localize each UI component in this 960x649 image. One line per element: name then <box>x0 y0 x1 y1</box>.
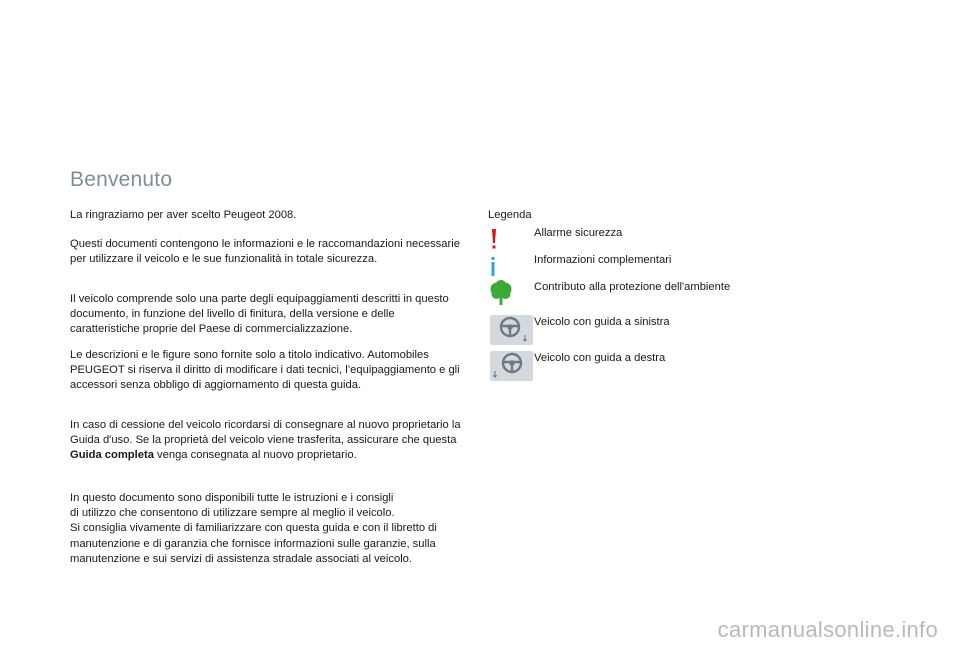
legend-item-lhd <box>488 315 788 351</box>
transfer-text-end: venga consegnata al nuovo proprietario. <box>153 449 357 462</box>
warning-icon <box>488 228 502 252</box>
paragraph-thanks: La ringraziamo per aver scelto Peugeot 2008. <box>70 209 297 221</box>
page-title: Benvenuto <box>70 168 173 191</box>
paragraph-documents: Questi documenti contengono le informazioni e le raccomandazioni necessarie per utilizzare il veicolo e le sue funzionalità in totale sicurezza. <box>70 238 460 266</box>
tree-icon <box>488 280 514 306</box>
paragraph-equipment: Il veicolo comprende solo una parte degli equipaggiamenti descritti in questo documento, in funzione del livello di finitura, della versione e delle caratteristiche proprie del Paese di commercializzazione. <box>70 293 449 336</box>
paragraph-transfer <box>70 418 465 464</box>
info-icon <box>488 255 502 279</box>
legend-label-eco: Contributo alla protezione dell'ambiente <box>534 281 731 293</box>
right-hand-drive-icon <box>490 351 533 381</box>
left-hand-drive-icon <box>490 315 533 345</box>
paragraph-instructions <box>70 491 465 567</box>
legend-label-warning: Allarme sicurezza <box>534 227 623 239</box>
legend-item-rhd <box>488 351 788 387</box>
legend-label-lhd: Veicolo con guida a sinistra <box>534 316 670 328</box>
guide-name: Guida completa <box>70 449 154 462</box>
instructions-line-3: Si consiglia vivamente di familiarizzare con questa guida e con il libretto di manutenzione e di garanzia che fornisce informazioni sulle garanzie, sulla manutenzione e sui servizi di assistenza stradale associati al veicolo. <box>70 522 437 565</box>
legend-label-info: Informazioni complementari <box>534 254 672 266</box>
transfer-text-start: In caso di cessione del veicolo ricordarsi di consegnare al nuovo proprietario la Guida d'uso. Se la proprietà del veicolo viene trasferita, assicurare che questa <box>70 419 461 447</box>
instructions-line-1: In questo documento sono disponibili tutte le istruzioni e i consigli <box>70 492 394 504</box>
legend-label-rhd: Veicolo con guida a destra <box>534 352 666 364</box>
legend-item-eco <box>488 280 788 316</box>
paragraph-descriptions: Le descrizioni e le figure sono fornite solo a titolo indicativo. Automobiles PEUGEOT si riserva il diritto di modificare i dati tecnici, l’equipaggiamento e gli accessori senza obbligo di aggiornamento di questa guida. <box>70 349 460 392</box>
instructions-line-2: di utilizzo che consentono di utilizzare sempre al meglio il veicolo. <box>70 507 395 520</box>
legend-title: Legenda <box>488 209 532 221</box>
watermark: carmanualsonline.info <box>717 617 938 642</box>
